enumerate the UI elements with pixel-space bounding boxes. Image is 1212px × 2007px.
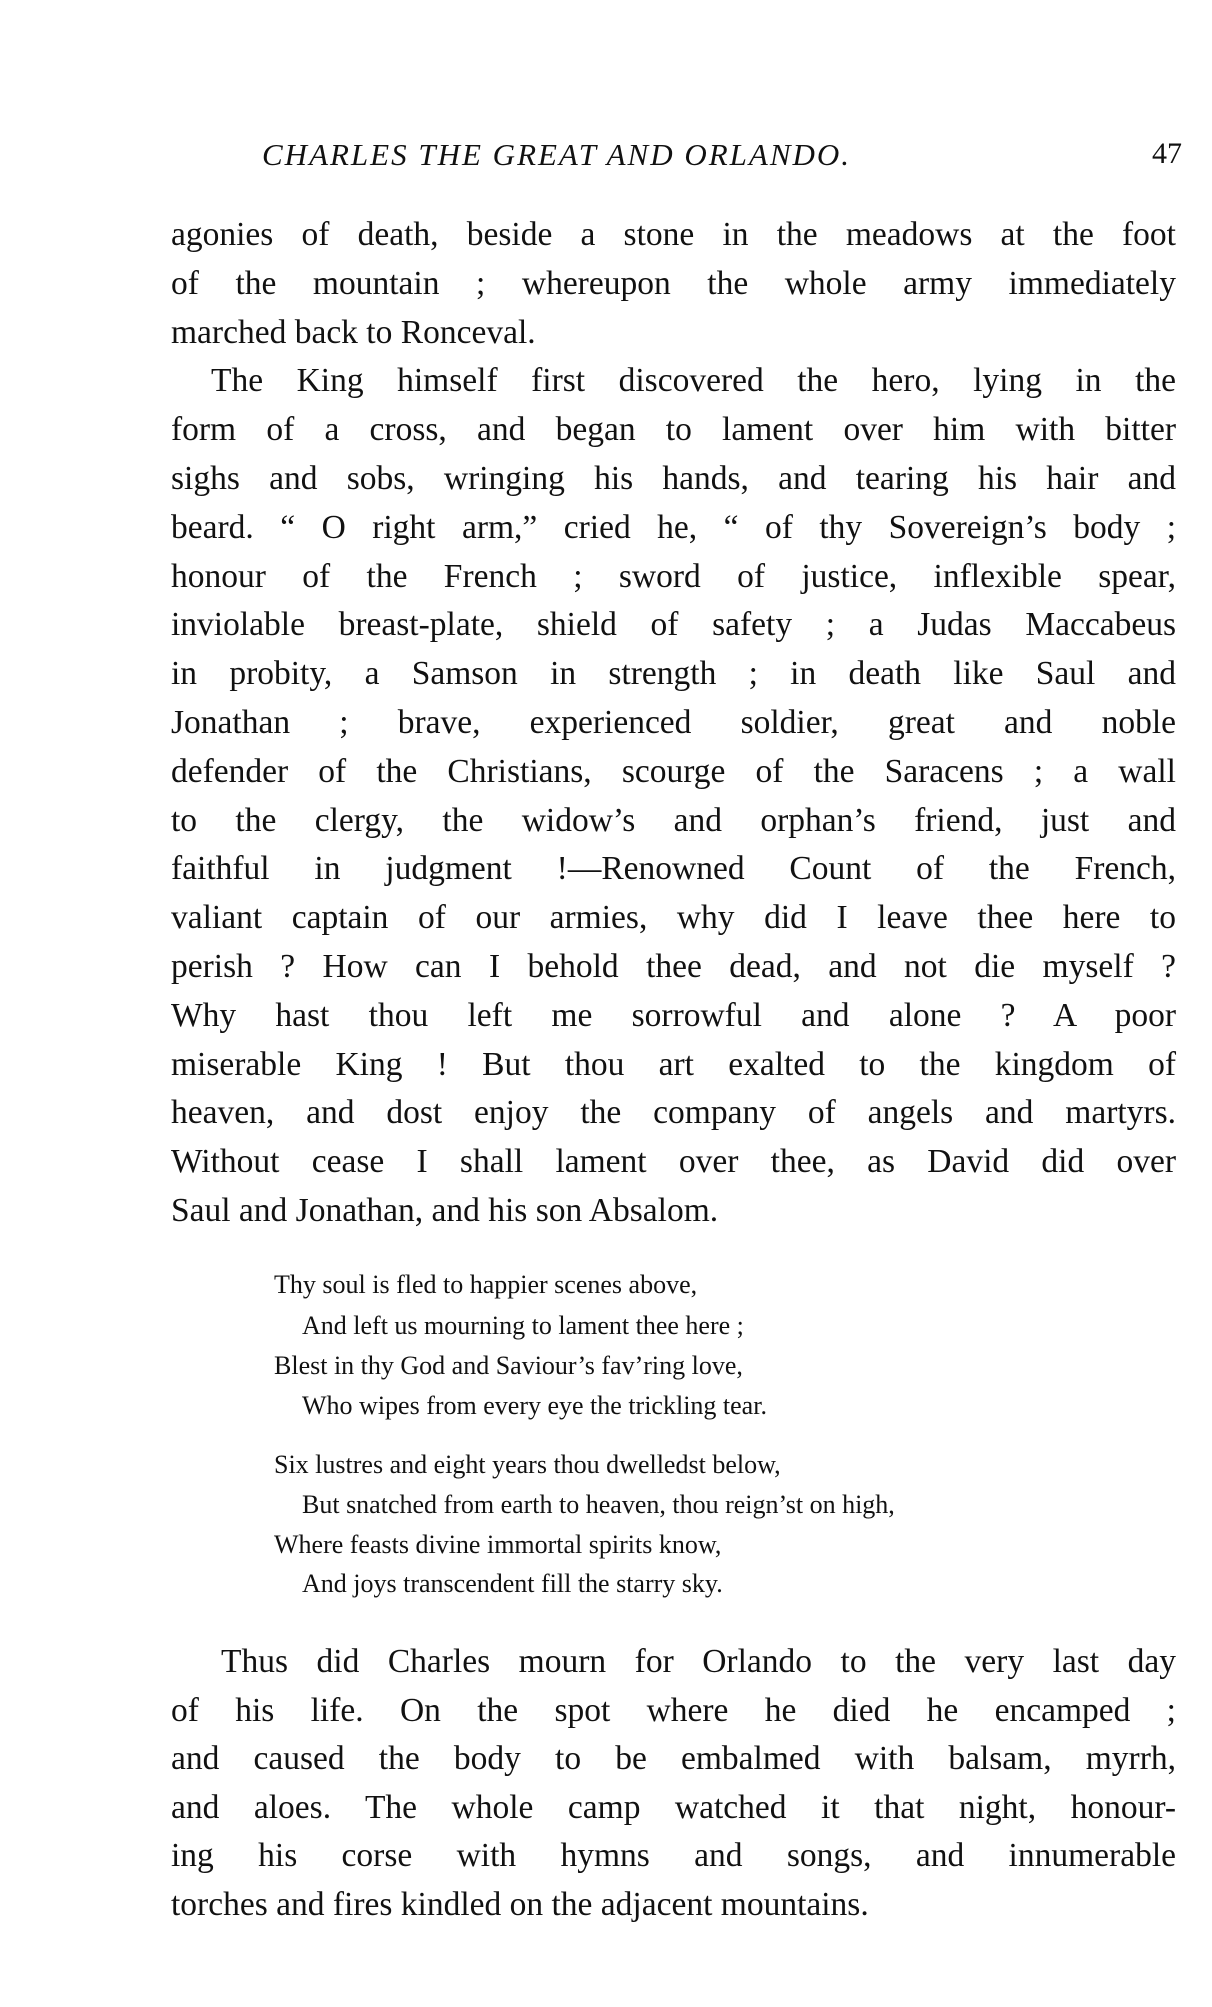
text-line: of his life. On the spot where he died he encamped ; [171, 1691, 1176, 1729]
text-line: in probity, a Samson in strength ; in death like Saul and [171, 655, 1176, 693]
text-line: inviolable breast-plate, shield of safety ; a Judas Maccabeus [171, 606, 1176, 644]
text-line: beard. “ O right arm,” cried he, “ of thy Sovereign’s body ; [171, 508, 1176, 546]
text-line: faithful in judgment !—Renowned Count of the French, [171, 850, 1176, 888]
text-line: torches and fires kindled on the adjacent mountains. [171, 1886, 869, 1923]
text-line: form of a cross, and began to lament over him with bitter [171, 411, 1176, 449]
page-number: 47 [1152, 137, 1182, 170]
text-line: Jonathan ; brave, experienced soldier, great and noble [171, 704, 1176, 741]
poem-line: But snatched from earth to heaven, thou reign’st on high, [302, 1490, 895, 1519]
text-line: ing his corse with hymns and songs, and innumerable [171, 1837, 1176, 1875]
poem-line: And joys transcendent fill the starry sky. [302, 1569, 723, 1598]
text-line: sighs and sobs, wringing his hands, and tearing his hair and [171, 460, 1176, 497]
poem-line: Six lustres and eight years thou dwelledst below, [274, 1450, 781, 1479]
text-line: Saul and Jonathan, and his son Absalom. [171, 1192, 719, 1229]
text-line: and caused the body to be embalmed with balsam, myrrh, [171, 1740, 1176, 1778]
poem-line: Thy soul is fled to happier scenes above, [274, 1270, 698, 1299]
poem-line: Blest in thy God and Saviour’s fav’ring love, [274, 1351, 743, 1380]
poem-line: Who wipes from every eye the trickling tear. [302, 1391, 767, 1420]
text-line: defender of the Christians, scourge of the Saracens ; a wall [171, 752, 1176, 790]
text-line: to the clergy, the widow’s and orphan’s friend, just and [171, 801, 1176, 839]
text-line: marched back to Ronceval. [171, 313, 536, 351]
text-line: heaven, and dost enjoy the company of angels and martyrs. [171, 1094, 1176, 1132]
text-line: and aloes. The whole camp watched it that night, honour- [171, 1788, 1176, 1826]
text-line: agonies of death, beside a stone in the meadows at the foot [171, 216, 1176, 253]
running-title: CHARLES THE GREAT AND ORLANDO. [262, 137, 852, 172]
text-line: valiant captain of our armies, why did I leave thee here to [171, 899, 1176, 937]
poem-line: And left us mourning to lament thee here ; [302, 1311, 744, 1340]
text-line: of the mountain ; whereupon the whole army immediately [171, 264, 1176, 302]
text-line: Why hast thou left me sorrowful and alone ? A poor [171, 996, 1176, 1034]
text-line: honour of the French ; sword of justice, inflexible spear, [171, 557, 1176, 595]
text-line: miserable King ! But thou art exalted to the kingdom of [171, 1045, 1176, 1083]
text-line: The King himself first discovered the hero, lying in the [211, 362, 1176, 400]
text-line: perish ? How can I behold thee dead, and not die myself ? [171, 948, 1176, 985]
text-line: Thus did Charles mourn for Orlando to the very last day [221, 1643, 1176, 1680]
poem-line: Where feasts divine immortal spirits know, [274, 1530, 722, 1559]
text-line: Without cease I shall lament over thee, as David did over [171, 1143, 1176, 1181]
